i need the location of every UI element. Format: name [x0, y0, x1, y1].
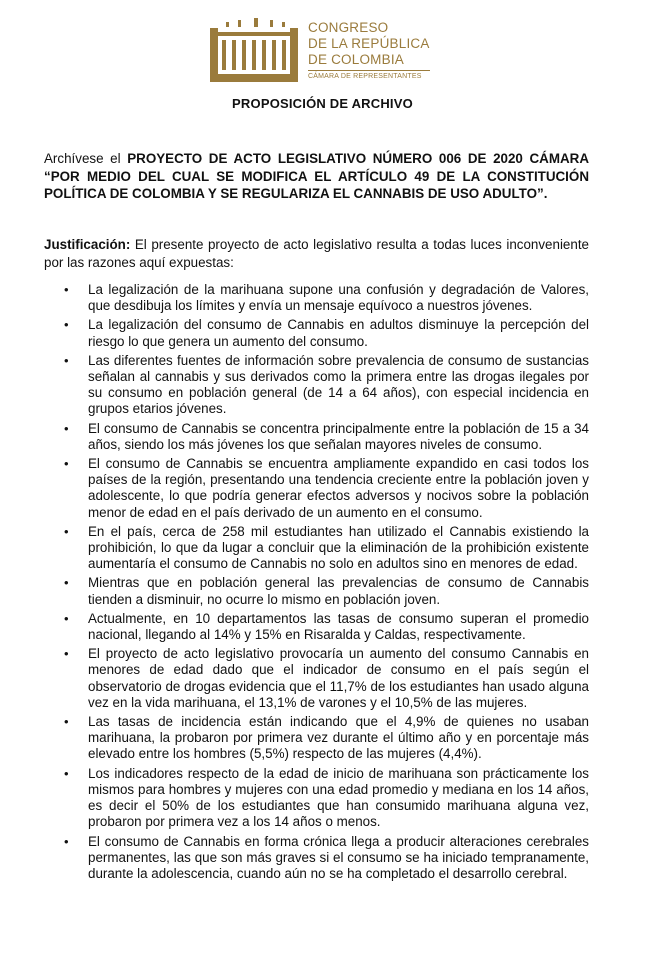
justification-label: Justificación: [44, 237, 131, 252]
list-item: • El consumo de Cannabis se encuentra ampliamente expandido en casi todos los países de la región, presentando una tendencia creciente entre la población joven y adolescente, lo que podría generar efectos adversos y nocivos sobre la población menor de edad en el país derivado de un aumento en el consumo. [44, 456, 589, 521]
justification-list [44, 282, 589, 885]
list-item: • La legalización del consumo de Cannabis en adultos disminuye la percepción del riesgo lo que genera un aumento del consumo. [44, 317, 589, 349]
intro-prefix: Archívese el [44, 151, 128, 166]
logo-text [308, 20, 430, 82]
bill-title: PROYECTO DE ACTO LEGISLATIVO NÚMERO 006 DE 2020 CÁMARA “POR MEDIO DEL CUAL SE MODIFICA EL ARTÍCULO 49 DE LA CONSTITUCIÓN POLÍTICA DE COLOMBIA Y SE REGULARIZA EL CANNABIS DE USO ADULTO”. [44, 151, 590, 201]
list-item: • El consumo de Cannabis en forma crónica llega a producir alteraciones cerebrales permanentes, las que son más graves si el consumo se ha iniciado tempranamente, durante la adolescencia, cuando aún no se ha completado el desarrollo cerebral. [44, 834, 589, 883]
justification-text: El presente proyecto de acto legislativo resulta a todas luces inconveniente por las razones aquí expuestas: [44, 237, 589, 270]
list-item: • Las tasas de incidencia están indicando que el 4,9% de quienes no usaban marihuana, la probaron por primera vez durante el último año y en porcentaje más elevado entre los hombres (5,5%) respecto de las mujeres (4,4%). [44, 714, 589, 763]
justification-paragraph [44, 236, 589, 271]
capitol-building-icon [204, 16, 300, 86]
list-item: • Los indicadores respecto de la edad de inicio de marihuana son prácticamente los mismos para hombres y mujeres con una edad promedio y mediana en los 14 años, es decir el 50% de los estudiantes que han consumido marihuana alguna vez, probaron por primera vez a los 14 años o menos. [44, 766, 589, 831]
logo-line-3: DE COLOMBIA [308, 52, 404, 67]
logo-subline: CÁMARA DE REPRESENTANTES [308, 70, 430, 82]
congress-logo [204, 16, 444, 86]
list-item: • En el país, cerca de 258 mil estudiantes han utilizado el Cannabis existiendo la prohibición, lo que da lugar a concluir que la eliminación de la prohibición existente aumentaría el consumo de Cannabis no solo en adultos sino en menores de edad. [44, 524, 589, 573]
list-item: • Mientras que en población general las prevalencias de consumo de Cannabis tienden a disminuir, no ocurre lo mismo en población joven. [44, 575, 589, 607]
list-item: • El proyecto de acto legislativo provocaría un aumento del consumo Cannabis en menores de edad dado que el indicador de consumo en el país según el observatorio de drogas evidencia que el 11,7% de los estudiantes han usado alguna vez en la vida marihuana, el 13,1% de varones y el 10,5% de las mujeres. [44, 646, 589, 711]
logo-line-1: CONGRESO [308, 20, 389, 35]
intro-paragraph [44, 150, 589, 203]
logo-line-2: DE LA REPÚBLICA [308, 36, 430, 51]
list-item: • La legalización de la marihuana supone una confusión y degradación de Valores, que desdibuja los límites y envía un mensaje equívoco a nuestros jóvenes. [44, 282, 589, 314]
list-item: • Actualmente, en 10 departamentos las tasas de consumo superan el promedio nacional, llegando al 14% y 15% en Risaralda y Caldas, respectivamente. [44, 611, 589, 643]
list-item: • El consumo de Cannabis se concentra principalmente entre la población de 15 a 34 años, siendo los más jóvenes los que señalan mayores niveles de consumo. [44, 421, 589, 453]
document-heading: PROPOSICIÓN DE ARCHIVO [232, 96, 413, 111]
list-item: • Las diferentes fuentes de información sobre prevalencia de consumo de sustancias señalan al cannabis y sus derivados como la primera entre las drogas ilegales por su consumo en población general (de 14 a 64 años), con especial incidencia en grupos etarios jóvenes. [44, 353, 589, 418]
